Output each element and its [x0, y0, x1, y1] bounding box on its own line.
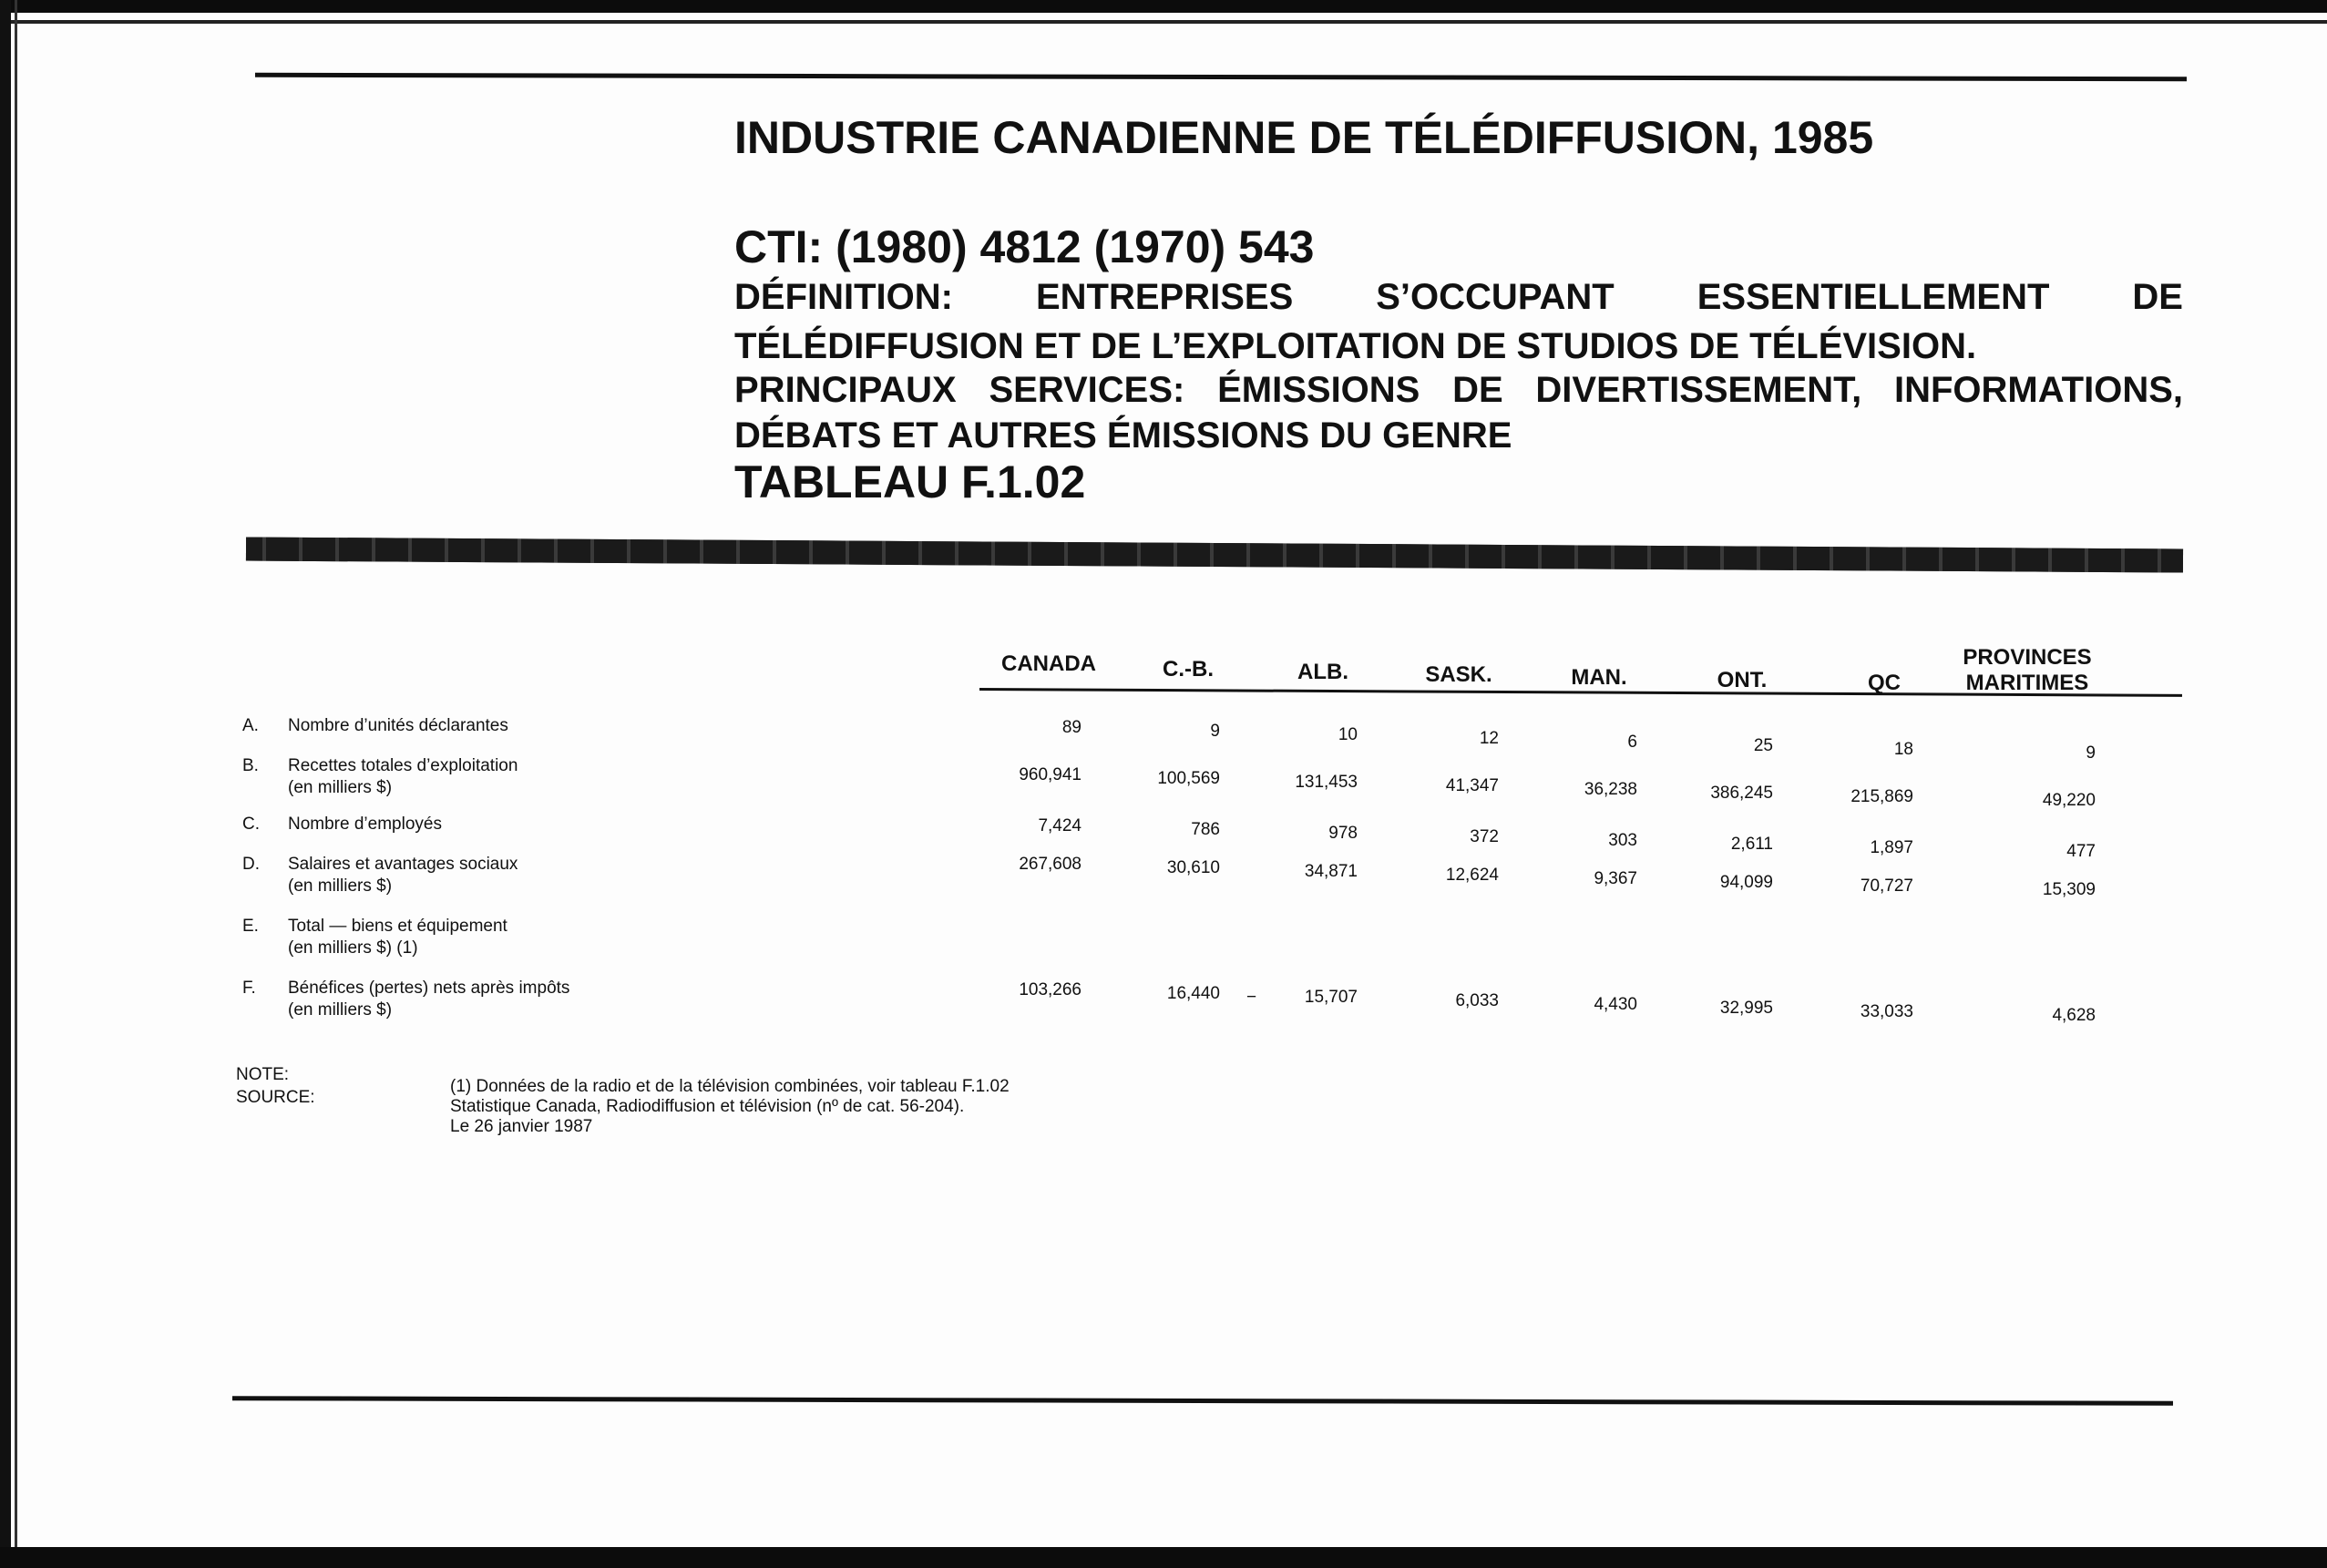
row-letter: B. — [242, 756, 259, 775]
source-text: Statistique Canada, Radiodiffusion et télévision (nº de cat. 56-204). — [450, 1097, 965, 1116]
table-cell: 15,707 — [1304, 988, 1358, 1007]
row-label-line: Bénéfices (pertes) nets après impôts — [288, 979, 570, 998]
column-header — [1297, 660, 1348, 685]
definition-word: S’OCCUPANT — [1376, 277, 1615, 317]
table-cell: 89 — [1061, 718, 1081, 737]
table-cell: 6,033 — [1455, 991, 1499, 1010]
table-cell: 49,220 — [2042, 791, 2096, 810]
table-cell: 30,610 — [1166, 858, 1220, 877]
table-cell: 978 — [1328, 824, 1358, 843]
definition-word: DÉFINITION: — [734, 277, 953, 317]
definition-line-2: TÉLÉDIFFUSION ET DE L’EXPLOITATION DE STUDIOS DE TÉLÉVISION. — [734, 326, 1977, 366]
services-word: ÉMISSIONS — [1217, 370, 1420, 410]
services-word: DE — [1452, 370, 1503, 410]
table-cell: 4,430 — [1594, 995, 1637, 1014]
row-letter: C. — [242, 815, 260, 834]
scan-border-top-line — [0, 20, 2327, 24]
row-label-line: Nombre d’unités déclarantes — [288, 716, 508, 735]
table-cell: 41,347 — [1445, 776, 1499, 795]
table-cell: 94,099 — [1719, 873, 1773, 892]
services-word: INFORMATIONS, — [1893, 370, 2183, 410]
row-label — [288, 978, 569, 1021]
table-cell: 12 — [1479, 729, 1499, 748]
column-header-line: ALB. — [1297, 660, 1348, 684]
table-cell: 386,245 — [1710, 784, 1773, 803]
services-line-1 — [734, 370, 2183, 411]
note-text: (1) Données de la radio et de la télévision combinées, voir tableau F.1.02 — [450, 1077, 1010, 1096]
column-header-line: SASK. — [1425, 662, 1492, 687]
page-title: INDUSTRIE CANADIENNE DE TÉLÉDIFFUSION, 1985 — [734, 112, 1874, 163]
table-label: TABLEAU F.1.02 — [734, 456, 1086, 507]
table-cell: 103,266 — [1019, 980, 1081, 999]
column-header — [1963, 645, 2091, 696]
table-cell: 786 — [1191, 820, 1220, 839]
table-cell: 215,869 — [1850, 787, 1913, 806]
row-label — [288, 814, 442, 835]
row-label-line: (en milliers $) — [288, 876, 393, 896]
row-letter: E. — [242, 917, 259, 936]
table-cell: 9,367 — [1594, 869, 1637, 888]
top-rule — [255, 73, 2187, 81]
table-cell: 33,033 — [1860, 1002, 1913, 1021]
column-header — [1001, 651, 1096, 677]
row-label-line: Total — biens et équipement — [288, 917, 507, 936]
column-header — [1425, 662, 1492, 688]
row-label — [288, 715, 508, 737]
note-label: NOTE: — [236, 1065, 290, 1084]
row-label — [288, 916, 507, 959]
scan-border-left-line — [15, 0, 17, 1568]
services-line-2: DÉBATS ET AUTRES ÉMISSIONS DU GENRE — [734, 415, 1512, 456]
table-cell: 1,897 — [1870, 838, 1913, 857]
services-word: SERVICES: — [989, 370, 1185, 410]
column-header-line: QC — [1868, 671, 1901, 695]
column-header-line: MAN. — [1571, 665, 1627, 690]
definition-word: DE — [2132, 277, 2183, 317]
bottom-rule — [232, 1396, 2173, 1406]
column-header-line: ONT. — [1717, 668, 1768, 692]
column-header — [1163, 657, 1214, 682]
column-header — [1571, 665, 1626, 691]
table-cell: 34,871 — [1304, 862, 1358, 881]
column-header-line: CANADA — [1001, 651, 1096, 676]
row-label-line: (en milliers $) — [288, 778, 393, 797]
table-cell: 9 — [2086, 743, 2096, 763]
definition-word: ESSENTIELLEMENT — [1697, 277, 2050, 317]
negative-marker: − — [1246, 988, 1257, 1007]
row-label-line: Recettes totales d’exploitation — [288, 756, 518, 775]
table-cell: 16,440 — [1166, 984, 1220, 1003]
column-header-line: C.-B. — [1163, 657, 1214, 682]
table-cell: 10 — [1338, 725, 1358, 744]
date-text: Le 26 janvier 1987 — [450, 1117, 593, 1136]
row-label-line: Salaires et avantages sociaux — [288, 855, 518, 874]
table-cell: 477 — [2066, 842, 2096, 861]
cti-code: CTI: (1980) 4812 (1970) 543 — [734, 221, 1315, 272]
row-label-line: Nombre d’employés — [288, 815, 442, 834]
table-cell: 15,309 — [2042, 880, 2096, 899]
row-label-line: (en milliers $) — [288, 1000, 393, 1020]
table-cell: 960,941 — [1019, 765, 1081, 784]
table-header-bar — [246, 538, 2183, 573]
services-word: DIVERTISSEMENT, — [1535, 370, 1862, 410]
row-label — [288, 854, 518, 897]
row-letter: D. — [242, 855, 260, 874]
table-cell: 303 — [1608, 831, 1637, 850]
table-cell: 32,995 — [1719, 999, 1773, 1018]
services-word: PRINCIPAUX — [734, 370, 957, 410]
scan-border-left — [0, 0, 11, 1568]
table-cell: 267,608 — [1019, 855, 1081, 874]
table-cell: 6 — [1627, 733, 1637, 752]
table-cell: 100,569 — [1157, 769, 1220, 788]
table-cell: 7,424 — [1038, 816, 1081, 835]
row-letter: F. — [242, 979, 256, 998]
table-cell: 25 — [1753, 736, 1773, 755]
table-cell: 4,628 — [2052, 1006, 2096, 1025]
scan-border-top — [0, 0, 2327, 13]
row-label — [288, 755, 518, 799]
definition-word: ENTREPRISES — [1035, 277, 1294, 317]
column-header-line: MARITIMES — [1965, 671, 2089, 695]
table-cell: 12,624 — [1445, 866, 1499, 885]
definition-line-1 — [734, 277, 2183, 318]
column-header-line: PROVINCES — [1963, 645, 2092, 670]
table-cell: 18 — [1893, 740, 1913, 759]
scan-border-bottom — [0, 1547, 2327, 1568]
table-cell: 9 — [1210, 722, 1220, 741]
table-cell: 372 — [1470, 827, 1499, 846]
table-cell: 36,238 — [1584, 780, 1637, 799]
row-letter: A. — [242, 716, 259, 735]
source-label: SOURCE: — [236, 1088, 315, 1107]
column-header — [1717, 668, 1768, 693]
table-cell: 70,727 — [1860, 876, 1913, 896]
row-label-line: (en milliers $) (1) — [288, 938, 418, 958]
table-cell: 2,611 — [1730, 835, 1773, 854]
table-cell: 131,453 — [1295, 773, 1358, 792]
